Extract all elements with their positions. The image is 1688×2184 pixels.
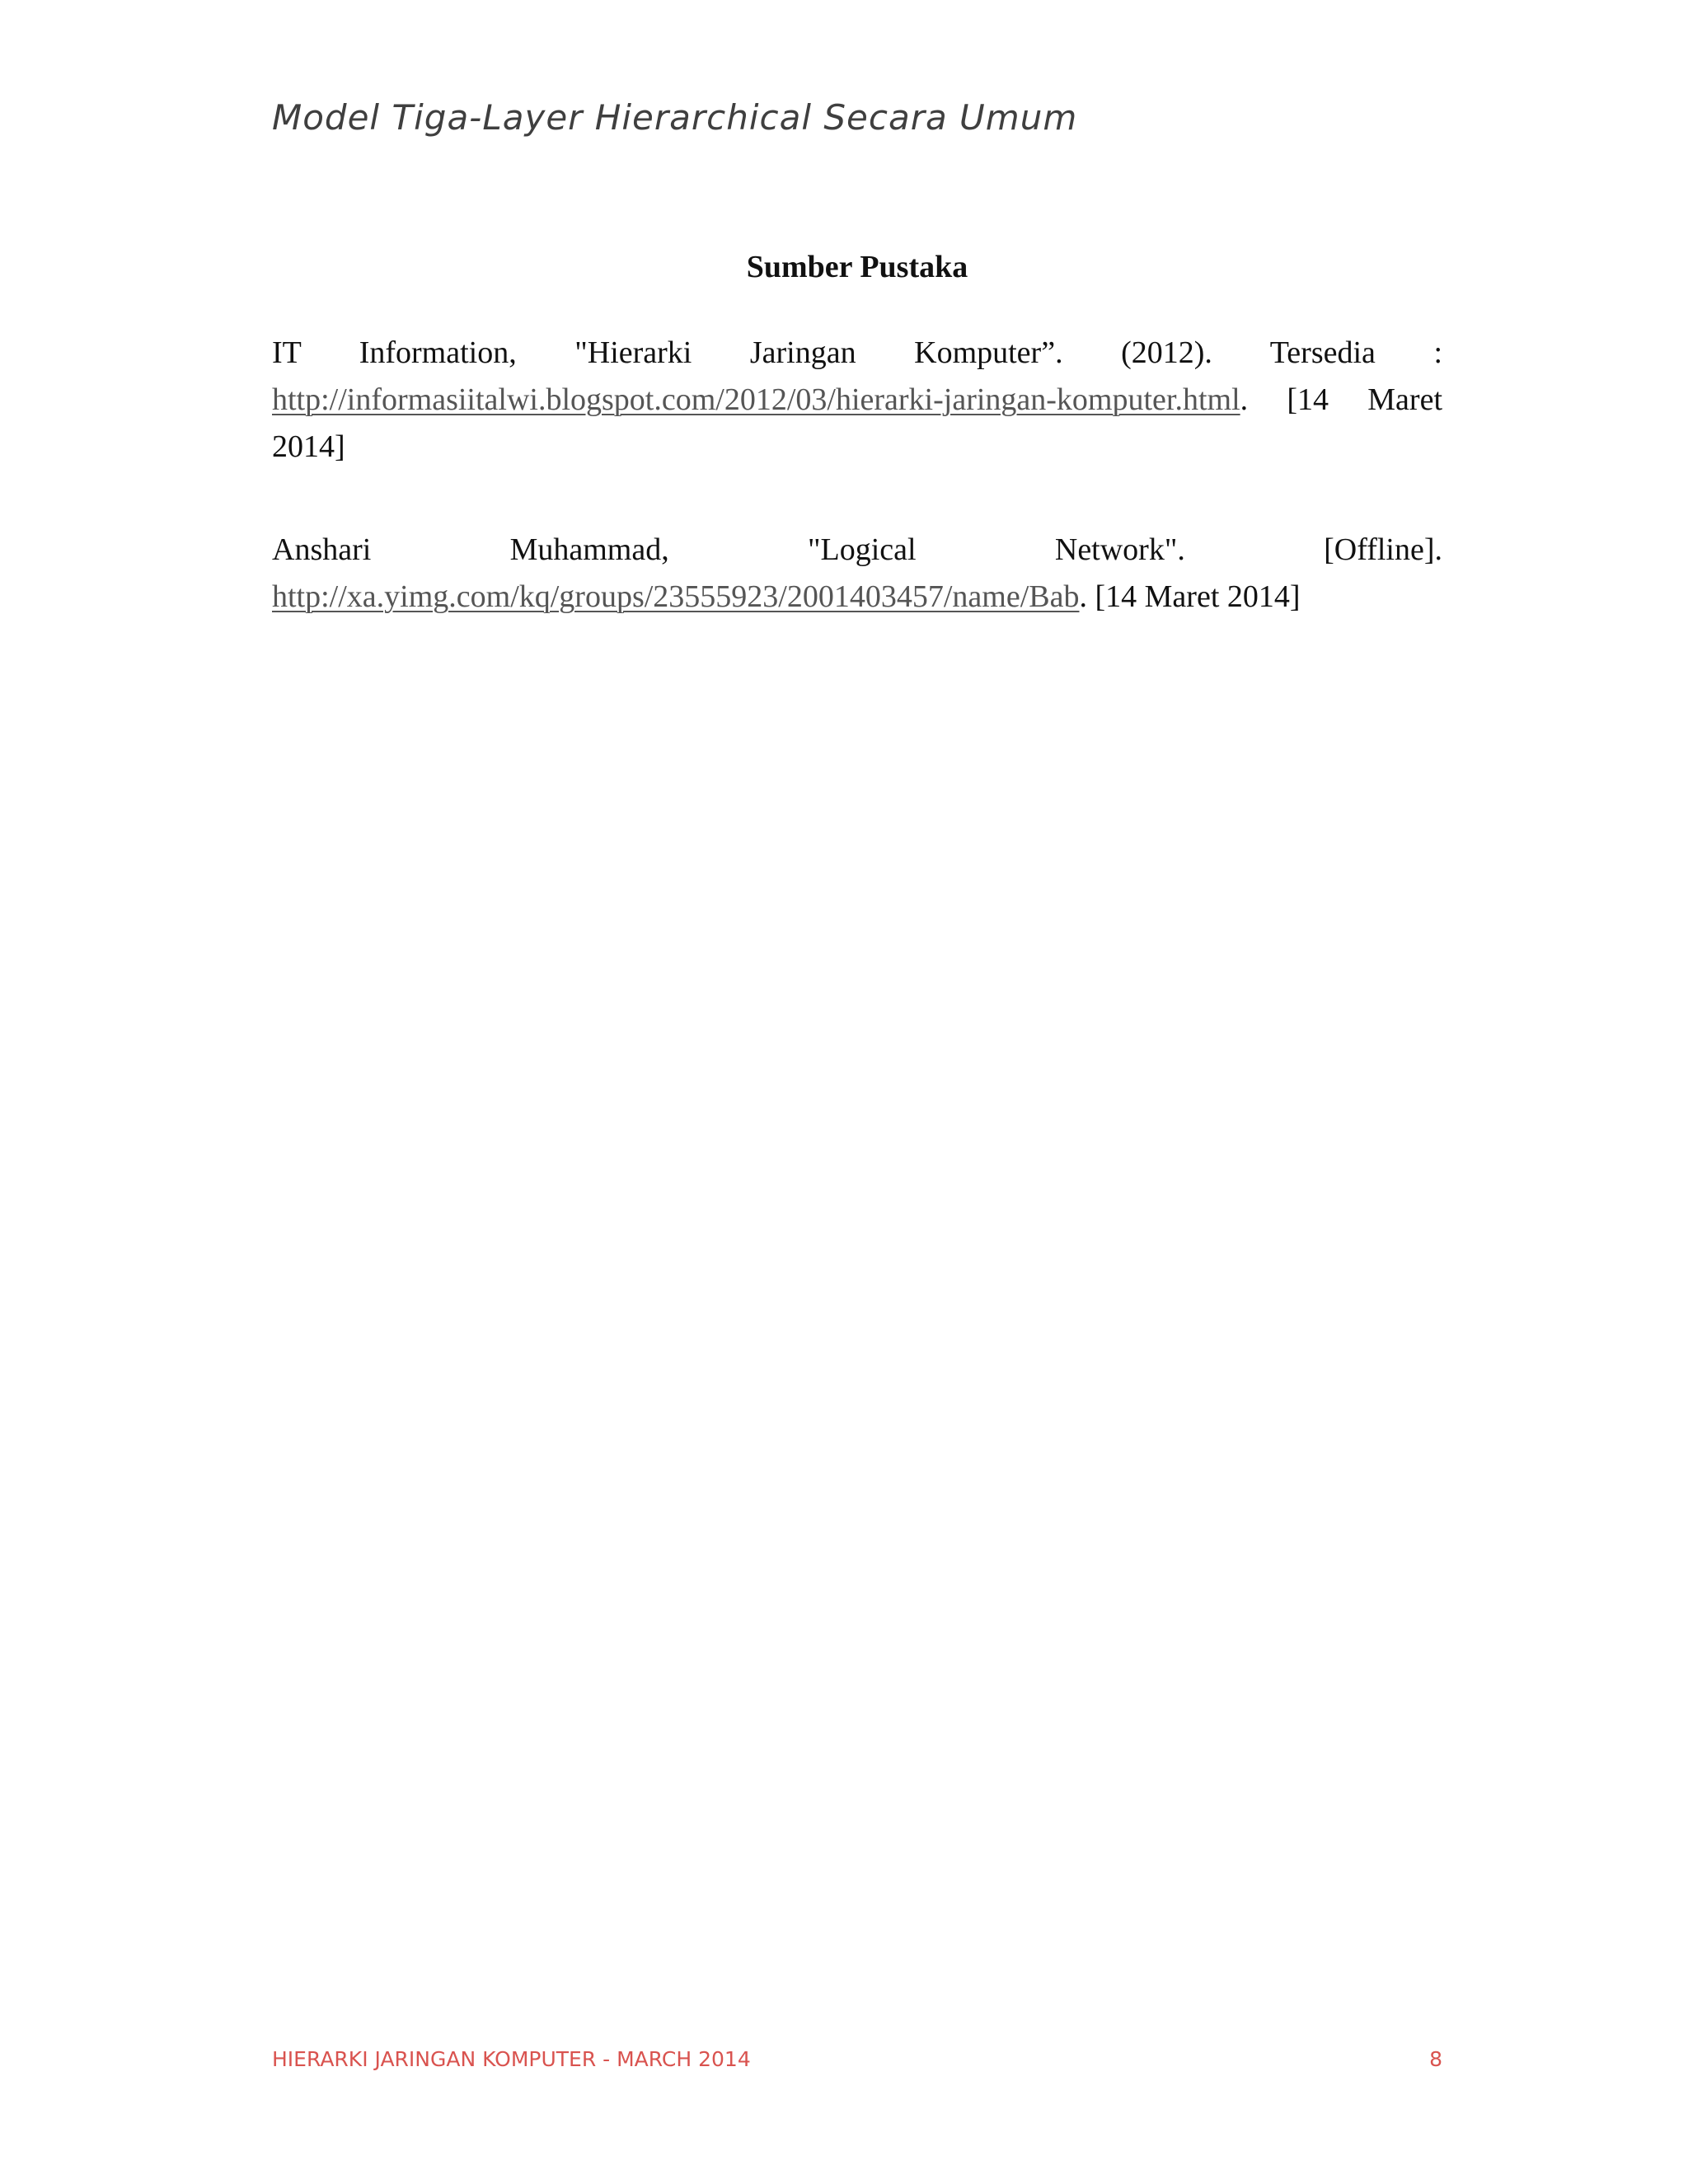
reference-entry-1 [272, 330, 1442, 471]
reference-2-line-1 [272, 527, 1442, 574]
ref-word: : [1433, 335, 1442, 370]
ref-word: IT [272, 335, 302, 370]
ref-word: Network". [1054, 532, 1185, 567]
ref-word: (2012). [1121, 335, 1212, 370]
ref-word: "Hierarki [574, 335, 692, 370]
page-number: 8 [1429, 2047, 1442, 2071]
reference-2-date: . [14 Maret 2014] [1079, 579, 1301, 614]
ref-word: Jaringan [749, 335, 856, 370]
reference-2-link[interactable]: http://xa.yimg.com/kq/groups/23555923/2001403457/name/Bab [272, 579, 1080, 614]
section-title: Sumber Pustaka [746, 250, 968, 284]
reference-1-link[interactable]: http://informasiitalwi.blogspot.com/2012/03/hierarki-jaringan-komputer.html [272, 382, 1240, 417]
reference-1-date: . [14 Maret [1240, 382, 1442, 417]
ref-word: Anshari [272, 532, 372, 567]
reference-1-line-1 [272, 330, 1442, 377]
ref-word: [Offline]. [1324, 532, 1442, 567]
ref-word: "Logical [808, 532, 917, 567]
reference-1-line-2 [272, 377, 1442, 424]
reference-1-line-3: 2014] [272, 429, 345, 464]
page-content [272, 244, 1442, 677]
ref-word: Tersedia [1269, 335, 1376, 370]
ref-word: Komputer”. [914, 335, 1063, 370]
reference-2-line-2 [272, 574, 1442, 621]
ref-word: Information, [359, 335, 517, 370]
reference-entry-2 [272, 527, 1442, 621]
ref-word: Muhammad, [509, 532, 669, 567]
page-footer [272, 2047, 1442, 2071]
footer-title: HIERARKI JARINGAN KOMPUTER - MARCH 2014 [272, 2047, 751, 2071]
running-header: Model Tiga-Layer Hierarchical Secara Umum [272, 97, 1078, 138]
